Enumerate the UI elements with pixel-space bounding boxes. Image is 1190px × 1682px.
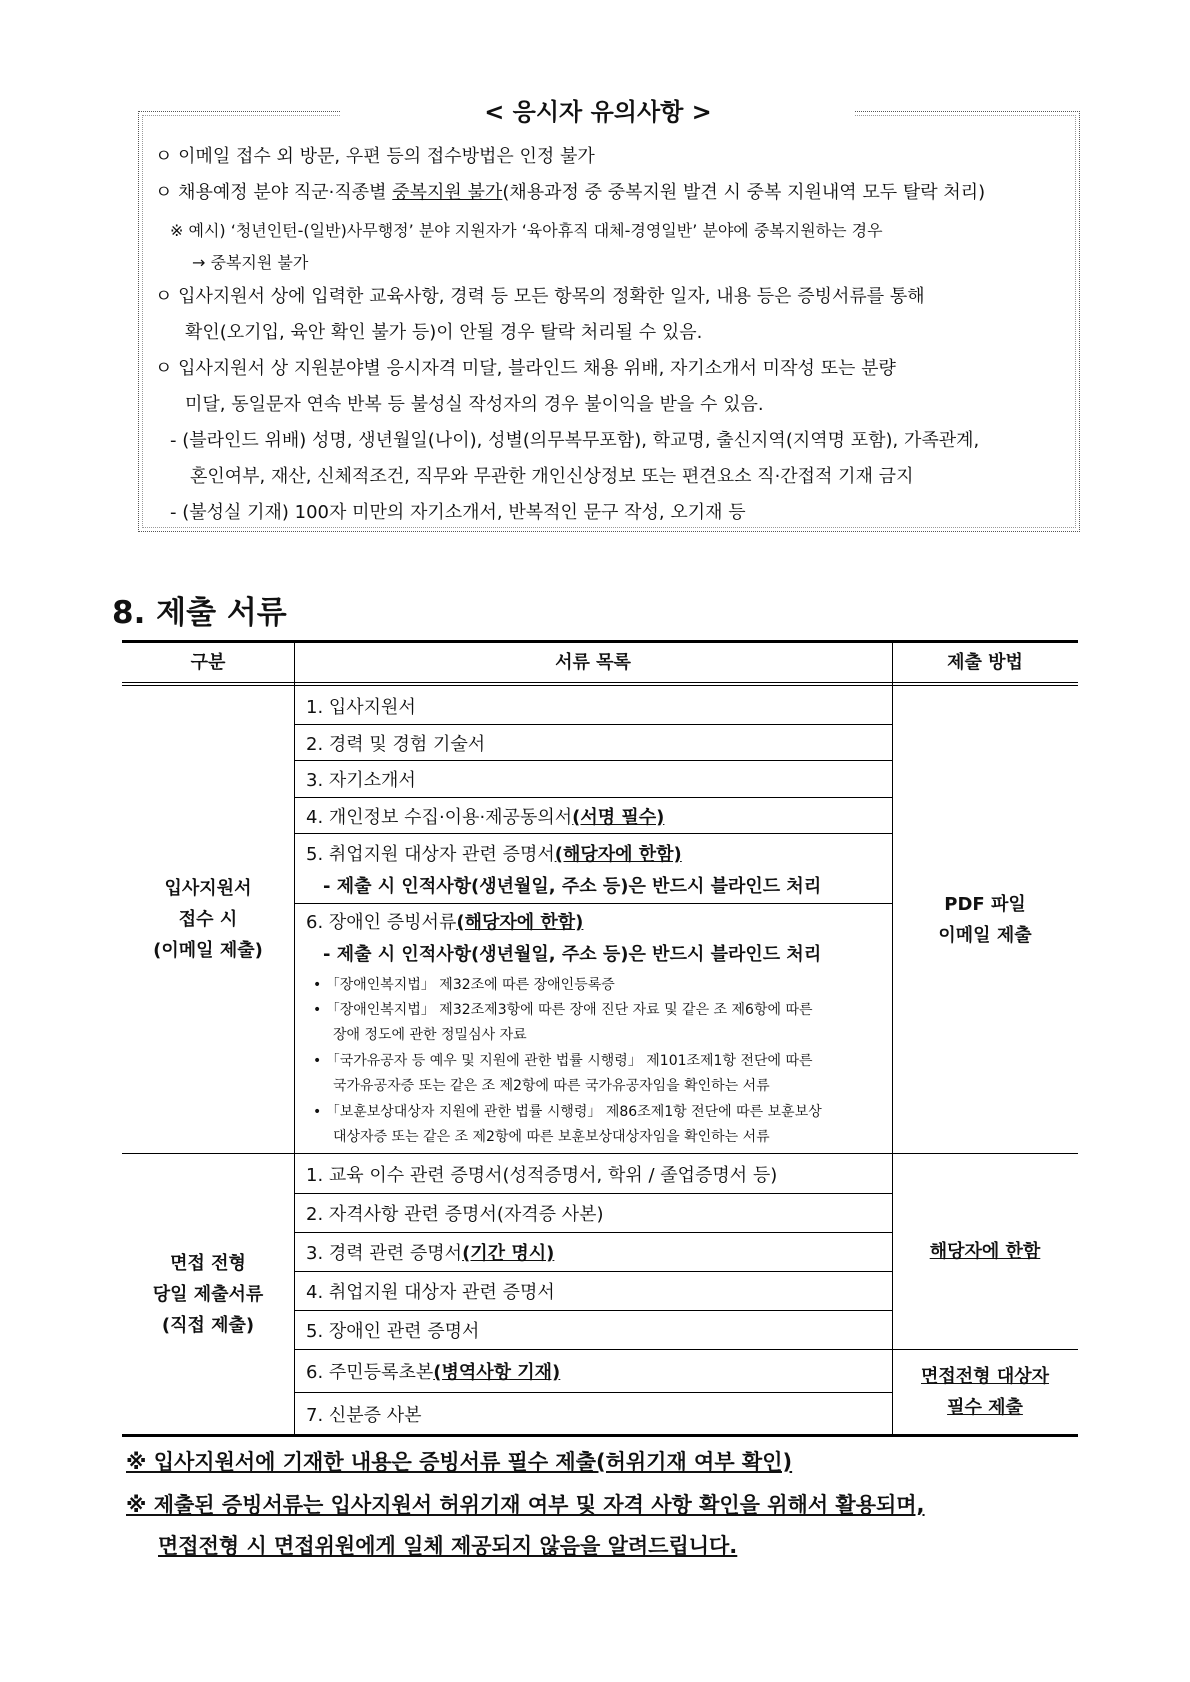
doc-item: 5. 장애인 관련 증명서	[306, 1321, 480, 1342]
doc-item: 6. 주민등록초본 (병역사항 기재)	[306, 1362, 561, 1383]
group-interview: 면접 전형 당일 제출서류 (직접 제출)	[152, 1252, 264, 1336]
method-pdf-email: PDF 파일 이메일 제출	[938, 893, 1032, 946]
notice-line: 미달, 동일문자 연속 반복 등 불성실 작성자의 경우 불이익을 받을 수 있음.	[185, 394, 764, 415]
table-row-line	[294, 903, 892, 904]
doc-bullet: • 「국가유공자 등 예우 및 지원에 관한 법률 시행령」 제101조제1항 전단에 따른	[313, 1053, 813, 1069]
doc-bullet: 대상자증 또는 같은 조 제2항에 따른 보훈보상대상자임을 확인하는 서류	[333, 1129, 770, 1145]
notice-line: ㅇ 이메일 접수 외 방문, 우편 등의 접수방법은 인정 불가	[155, 146, 595, 167]
doc-item-note: - 제출 시 인적사항(생년월일, 주소 등)은 반드시 블라인드 처리	[323, 944, 822, 965]
doc-item: 3. 경력 관련 증명서 (기간 명시)	[306, 1243, 555, 1264]
doc-bullet: • 「장애인복지법」 제32조제3항에 따른 장애 진단 자료 및 같은 조 제6항에 따른	[313, 1002, 813, 1018]
doc-item: 2. 자격사항 관련 증명서(자격증 사본)	[306, 1204, 604, 1225]
doc-item-note: - 제출 시 인적사항(생년월일, 주소 등)은 반드시 블라인드 처리	[323, 876, 822, 897]
doc-item: 5. 취업지원 대상자 관련 증명서 (해당자에 한함)	[306, 844, 682, 865]
notice-line: 확인(오기입, 육안 확인 불가 등)이 안될 경우 탈락 처리될 수 있음.	[185, 322, 703, 343]
footnote: ※ 제출된 증빙서류는 입사지원서 허위기재 여부 및 자격 사항 확인을 위해서 활용되며,	[126, 1493, 925, 1517]
doc-item: 4. 개인정보 수집·이용·제공동의서 (서명 필수)	[306, 806, 665, 828]
method-applicable: 해당자에 한함	[929, 1241, 1041, 1262]
notice-example-result: → 중복지원 불가	[192, 253, 309, 272]
table-bottom-border	[122, 1434, 1078, 1437]
notice-line: ㅇ 입사지원서 상 지원분야별 응시자격 미달, 블라인드 채용 위배, 자기소개서 미작성 또는 분량	[155, 358, 896, 379]
doc-item: 7. 신분증 사본	[306, 1404, 422, 1426]
doc-bullet: 장애 정도에 관한 정밀심사 자료	[333, 1027, 527, 1043]
notice-line: - (블라인드 위배) 성명, 생년월일(나이), 성별(의무복무포함), 학교명, 출신지역(지역명 포함), 가족관계,	[170, 430, 980, 451]
header-category: 구분	[190, 652, 226, 673]
notice-example: ※ 예시) ‘청년인턴-(일반)사무행정’ 분야 지원자가 ‘육아휴직 대체-경영일반’ 분야에 중복지원하는 경우	[170, 221, 883, 240]
doc-bullet: • 「장애인복지법」 제32조에 따른 장애인등록증	[313, 977, 615, 993]
notice-line: 혼인여부, 재산, 신체적조건, 직무와 무관한 개인신상정보 또는 편견요소 직·간접적 기재 금지	[190, 466, 914, 487]
doc-item: 3. 자기소개서	[306, 770, 416, 791]
doc-item: 4. 취업지원 대상자 관련 증명서	[306, 1282, 555, 1303]
doc-item: 1. 교육 이수 관련 증명서(성적증명서, 학위 / 졸업증명서 등)	[306, 1164, 778, 1186]
notice-line: ㅇ 채용예정 분야 직군·직종별 중복지원 불가(채용과정 중 중복지원 발견 시 중복 지원내역 모두 탈락 처리)	[155, 182, 986, 203]
doc-bullet: • 「보훈보상대상자 지원에 관한 법률 시행령」 제86조제1항 전단에 따른 보훈보상	[313, 1104, 822, 1120]
doc-item: 1. 입사지원서	[306, 697, 416, 718]
footnote: ※ 입사지원서에 기재한 내용은 증빙서류 필수 제출(허위기재 여부 확인)	[126, 1450, 793, 1474]
header-method: 제출 방법	[947, 652, 1023, 673]
footnote: 면접전형 시 면접위원에게 일체 제공되지 않음을 알려드립니다.	[158, 1534, 738, 1558]
doc-item: 6. 장애인 증빙서류 (해당자에 한함)	[306, 912, 584, 933]
method-required: 면접전형 대상자 필수 제출	[921, 1366, 1049, 1418]
doc-bullet: 국가유공자증 또는 같은 조 제2항에 따른 국가유공자임을 확인하는 서류	[333, 1078, 770, 1094]
notice-line: ㅇ 입사지원서 상에 입력한 교육사항, 경력 등 모든 항목의 정확한 일자, 내용 등은 증빙서류를 통해	[155, 286, 925, 307]
table-row-line	[294, 833, 892, 834]
notice-title: < 응시자 유의사항 >	[341, 92, 855, 132]
section-title: 8. 제출 서류	[112, 595, 287, 631]
doc-item: 2. 경력 및 경험 기술서	[306, 733, 486, 755]
table-header-line	[122, 682, 1078, 683]
group-application: 입사지원서 접수 시 (이메일 제출)	[153, 878, 263, 961]
notice-line: - (불성실 기재) 100자 미만의 자기소개서, 반복적인 문구 작성, 오기재 등	[170, 502, 746, 523]
header-documents: 서류 목록	[555, 652, 631, 673]
